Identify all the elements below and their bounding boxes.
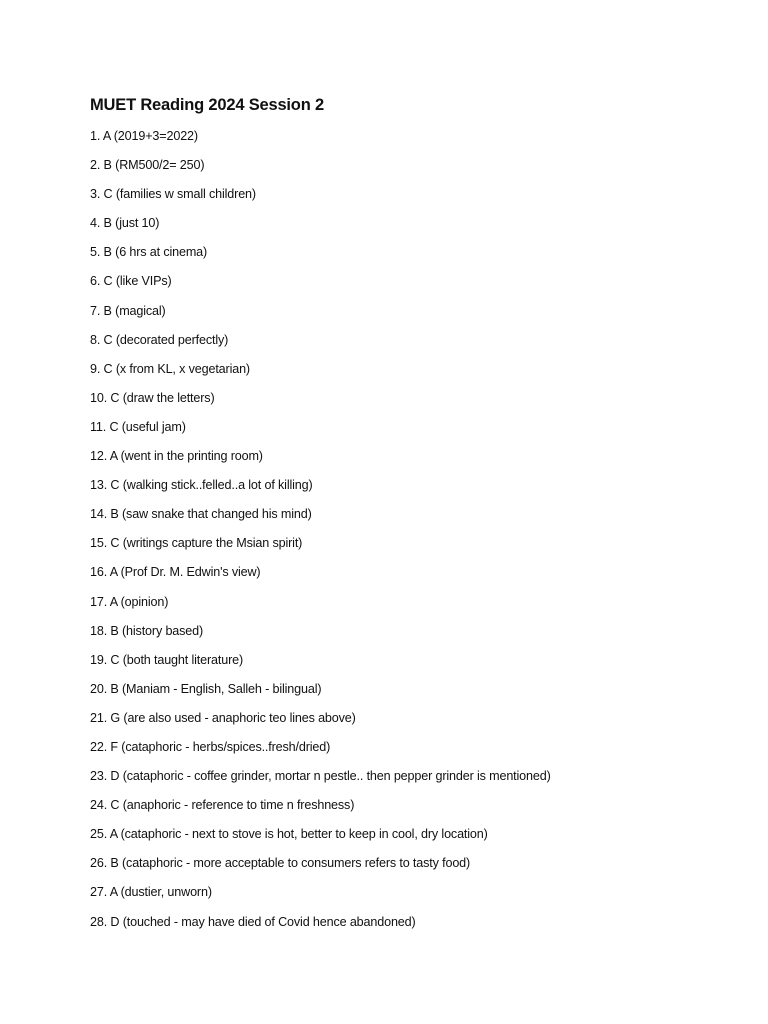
answer-item: 13. C (walking stick..felled..a lot of killing) <box>90 478 313 493</box>
answer-item: 5. B (6 hrs at cinema) <box>90 245 208 260</box>
answer-item: 28. D (touched - may have died of Covid hence abandoned) <box>90 914 416 929</box>
answer-list <box>90 128 750 943</box>
answer-item: 21. G (are also used - anaphoric teo lines above) <box>90 710 356 725</box>
answer-item: 20. B (Maniam - English, Salleh - bilingual) <box>90 681 322 696</box>
answer-item: 22. F (cataphoric - herbs/spices..fresh/dried) <box>90 739 331 754</box>
answer-item: 17. A (opinion) <box>90 594 169 609</box>
answer-item: 1. A (2019+3=2022) <box>90 129 198 143</box>
document-page <box>90 94 750 943</box>
answer-item: 4. B (just 10) <box>90 216 160 231</box>
answer-item: 27. A (dustier, unworn) <box>90 885 212 900</box>
answer-item: 15. C (writings capture the Msian spirit) <box>90 536 303 551</box>
answer-item: 3. C (families w small children) <box>90 187 256 202</box>
answer-item: 8. C (decorated perfectly) <box>90 332 229 347</box>
answer-item: 6. C (like VIPs) <box>90 274 172 289</box>
answer-item: 23. D (cataphoric - coffee grinder, mortar n pestle.. then pepper grinder is mentioned) <box>90 769 551 784</box>
answer-item: 16. A (Prof Dr. M. Edwin's view) <box>90 565 261 580</box>
answer-item: 2. B (RM500/2= 250) <box>90 158 205 173</box>
answer-item: 11. C (useful jam) <box>90 419 186 434</box>
answer-item: 26. B (cataphoric - more acceptable to consumers refers to tasty food) <box>90 856 471 871</box>
answer-item: 10. C (draw the letters) <box>90 390 215 405</box>
answer-item: 25. A (cataphoric - next to stove is hot, better to keep in cool, dry location) <box>90 827 488 842</box>
answer-item: 9. C (x from KL, x vegetarian) <box>90 361 250 376</box>
answer-item: 12. A (went in the printing room) <box>90 449 263 464</box>
answer-item: 24. C (anaphoric - reference to time n freshness) <box>90 798 355 813</box>
answer-item: 7. B (magical) <box>90 303 166 318</box>
answer-item: 19. C (both taught literature) <box>90 652 244 667</box>
answer-item: 14. B (saw snake that changed his mind) <box>90 507 312 522</box>
document-title: MUET Reading 2024 Session 2 <box>90 96 324 114</box>
answer-item: 18. B (history based) <box>90 623 204 638</box>
